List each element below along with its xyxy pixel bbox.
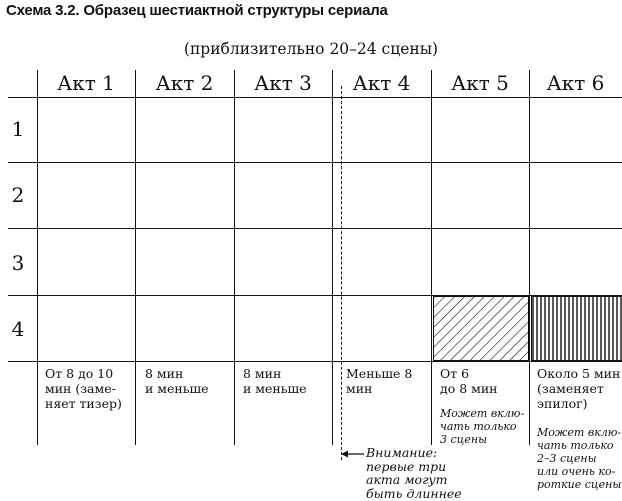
warning-note: Внимание: первые три акта могут быть длиннее (366, 445, 462, 501)
act-header-3: Акт 3 (254, 71, 312, 95)
act-header-1: Акт 1 (57, 71, 115, 95)
warning-arrow-icon (338, 448, 364, 460)
vertical-hatch (532, 297, 622, 360)
duration-act-6: Около 5 мин (заменяет эпилог) (537, 366, 621, 411)
row-number-1: 1 (11, 117, 25, 141)
grid-line-col-2 (135, 70, 136, 445)
note-act-5: Может вклю- чать только 3 сцены (440, 407, 525, 446)
act-header-6: Акт 6 (546, 71, 605, 95)
act-header-5: Акт 5 (451, 71, 509, 95)
grid-line-col-3 (234, 70, 235, 445)
act3-divider-dashed-line (341, 86, 342, 460)
duration-act-3: 8 мин и меньше (243, 366, 307, 396)
duration-act-1: От 8 до 10 мин (заме- няет тизер) (45, 366, 122, 411)
row-number-2: 2 (11, 183, 25, 207)
duration-act-4: Меньше 8 мин (346, 366, 413, 396)
row-number-3: 3 (11, 251, 25, 275)
duration-act-2: 8 мин и меньше (145, 366, 209, 396)
grid-line-col-4 (332, 70, 333, 445)
note-act-6: Может вклю- чать только 2–3 сцены или очень ко- роткие сцены (537, 426, 622, 491)
grid-line-col-1 (37, 70, 38, 445)
grid-line-col-5 (431, 70, 432, 445)
diagonal-hatch (434, 297, 528, 360)
diagram-subtitle: (приблизительно 20–24 сцены) (183, 40, 439, 58)
act5-scene4-hatched-cell (433, 296, 529, 361)
act-header-2: Акт 2 (155, 71, 214, 95)
act-header-4: Акт 4 (352, 71, 411, 95)
grid-line-col-6 (529, 70, 530, 445)
act6-scene4-hatched-cell (531, 296, 622, 361)
row-number-4: 4 (11, 317, 25, 341)
diagram-title: Схема 3.2. Образец шестиактной структуры сериала (6, 2, 388, 19)
duration-act-5: От 6 до 8 мин (440, 366, 498, 396)
